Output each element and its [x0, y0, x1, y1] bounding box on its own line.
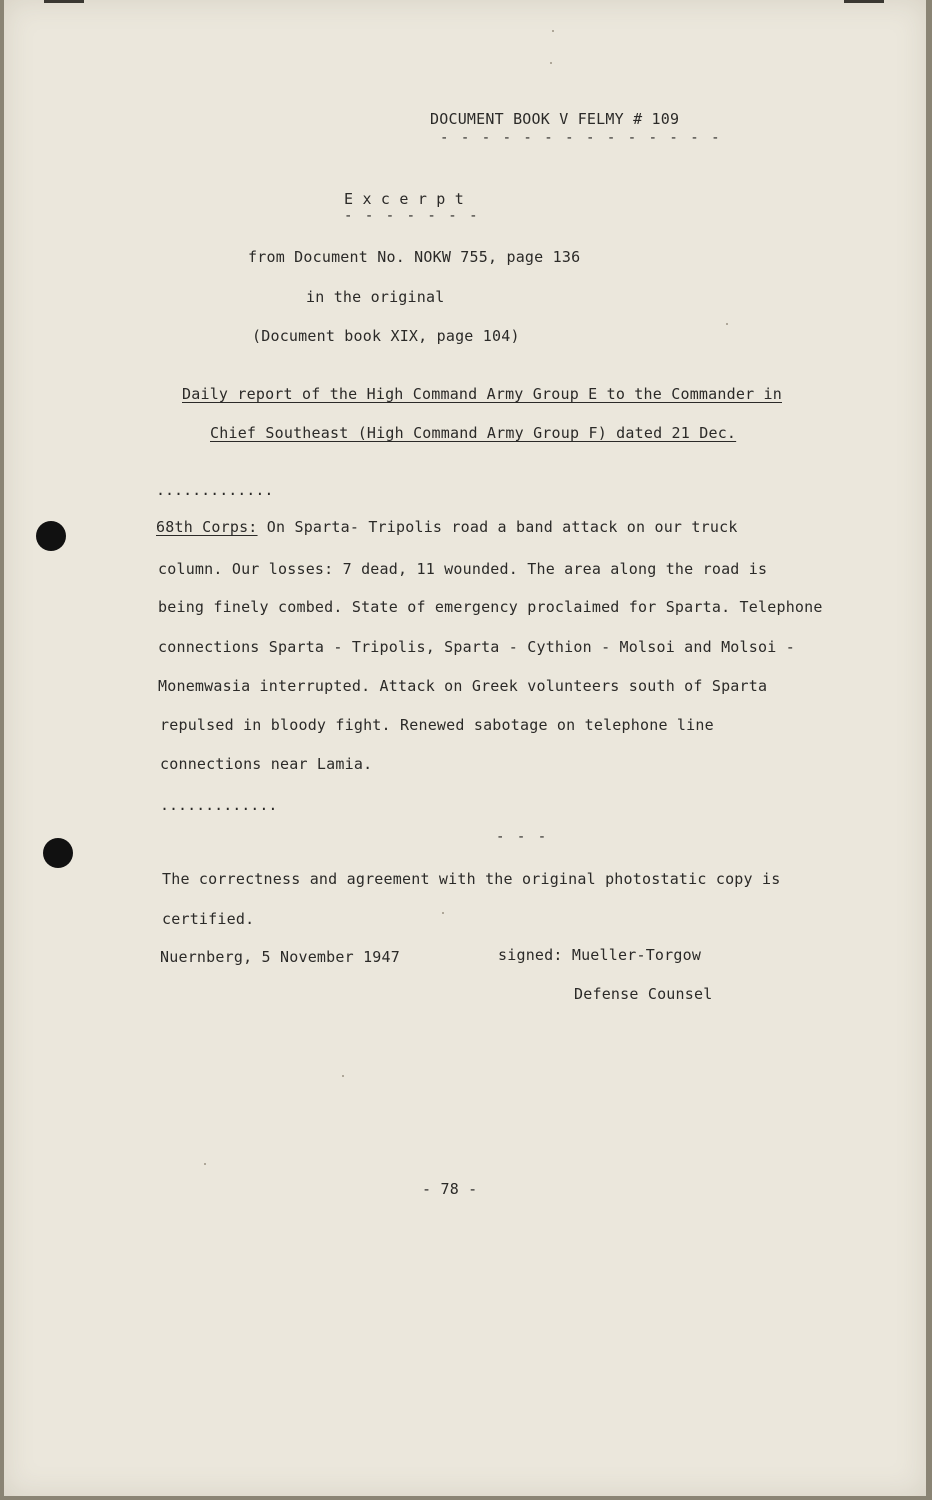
- report-body-line6: repulsed in bloody fight. Renewed sabotage on telephone line: [160, 716, 714, 734]
- signatory-role: Defense Counsel: [574, 985, 713, 1003]
- report-title-line1: Daily report of the High Command Army Group E to the Commander in: [182, 385, 782, 403]
- report-body-line3: being finely combed. State of emergency proclaimed for Sparta. Telephone: [158, 598, 823, 616]
- report-body-text: On Sparta- Tripolis road a band attack on our truck: [266, 518, 738, 536]
- punch-hole-bottom: [43, 838, 73, 868]
- document-book-title: DOCUMENT BOOK V FELMY # 109: [430, 110, 680, 128]
- document-page: [4, 0, 926, 1496]
- top-edge-mark-right: [844, 0, 884, 3]
- ellipsis-bottom: .............: [160, 796, 278, 814]
- corps-label: 68th Corps:: [156, 518, 258, 536]
- certification-line2: certified.: [162, 910, 255, 928]
- report-title-line2: Chief Southeast (High Command Army Group F) dated 21 Dec.: [210, 424, 737, 442]
- excerpt-heading-rule: - - - - - - -: [344, 208, 480, 224]
- report-body-line2: column. Our losses: 7 dead, 11 wounded. The area along the road is: [158, 560, 768, 578]
- source-reference-line3: (Document book XIX, page 104): [252, 327, 520, 345]
- paper-speck: [342, 1075, 344, 1077]
- report-body-line1: [156, 518, 738, 536]
- report-body-line4: connections Sparta - Tripolis, Sparta - Cythion - Molsoi and Molsoi -: [158, 638, 795, 656]
- report-body-line5: Monemwasia interrupted. Attack on Greek volunteers south of Sparta: [158, 677, 768, 695]
- signature-line: signed: Mueller-Torgow: [498, 946, 702, 964]
- report-body-line7: connections near Lamia.: [160, 755, 373, 773]
- paper-speck: [204, 1163, 206, 1165]
- paper-speck: [442, 912, 444, 914]
- paper-speck: [550, 62, 552, 64]
- top-edge-mark-left: [44, 0, 84, 3]
- punch-hole-top: [36, 521, 66, 551]
- section-separator: - - -: [496, 829, 549, 845]
- document-book-title-rule: - - - - - - - - - - - - - -: [440, 130, 722, 146]
- page-number: - 78 -: [422, 1180, 478, 1198]
- excerpt-heading: E x c e r p t: [344, 190, 464, 208]
- paper-speck: [726, 323, 728, 325]
- certification-line1: The correctness and agreement with the original photostatic copy is: [162, 870, 781, 888]
- place-and-date: Nuernberg, 5 November 1947: [160, 948, 400, 966]
- ellipsis-top: .............: [156, 481, 274, 499]
- source-reference-line2: in the original: [306, 288, 445, 306]
- paper-speck: [552, 30, 554, 32]
- source-reference-line1: from Document No. NOKW 755, page 136: [248, 248, 581, 266]
